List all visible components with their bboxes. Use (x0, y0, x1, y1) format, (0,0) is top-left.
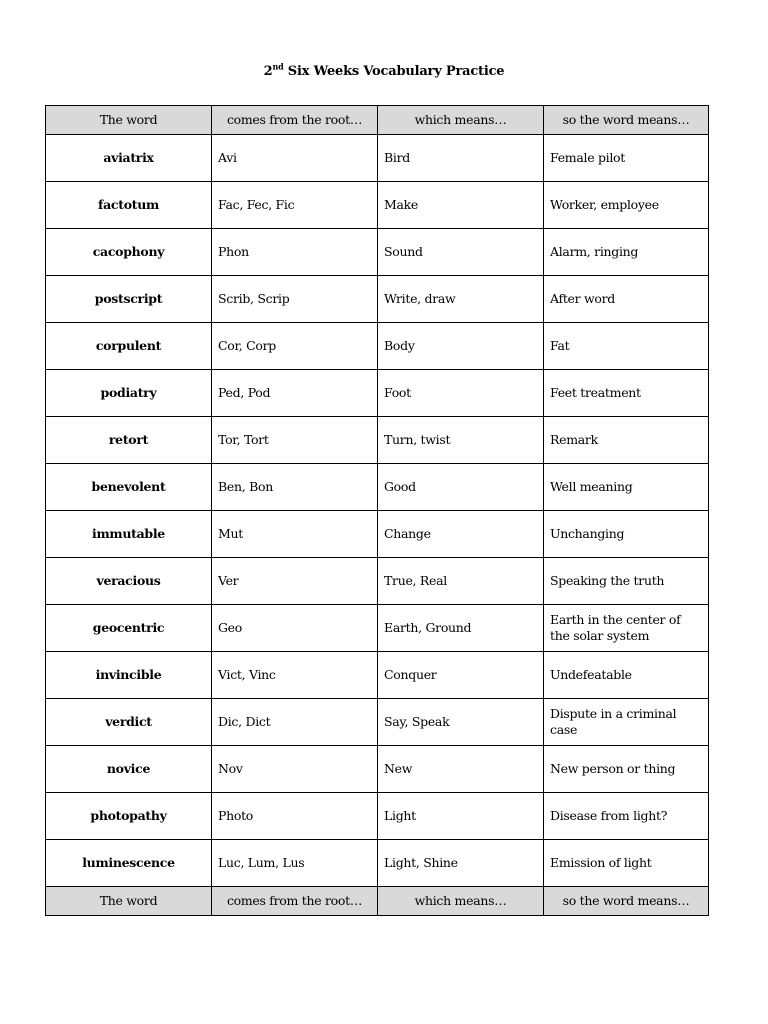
header-word-meaning: so the word means… (544, 106, 709, 135)
cell-word: benevolent (46, 464, 212, 511)
cell-root-meaning: Write, draw (378, 276, 544, 323)
cell-root: Fac, Fec, Fic (212, 182, 378, 229)
cell-word: aviatrix (46, 135, 212, 182)
table-row (46, 558, 709, 605)
cell-word: postscript (46, 276, 212, 323)
cell-root: Ver (212, 558, 378, 605)
table-row (46, 699, 709, 746)
cell-root: Phon (212, 229, 378, 276)
cell-root-meaning: Change (378, 511, 544, 558)
cell-word: photopathy (46, 793, 212, 840)
cell-word: verdict (46, 699, 212, 746)
cell-word-meaning: Alarm, ringing (544, 229, 709, 276)
title-superscript: nd (272, 61, 284, 72)
cell-word: cacophony (46, 229, 212, 276)
cell-root-meaning: Sound (378, 229, 544, 276)
page-title (0, 61, 768, 79)
table-row (46, 370, 709, 417)
header-root-meaning: which means… (378, 106, 544, 135)
cell-word: geocentric (46, 605, 212, 652)
cell-root-meaning: Good (378, 464, 544, 511)
cell-word-meaning: Well meaning (544, 464, 709, 511)
table-row (46, 276, 709, 323)
cell-word-meaning: Undefeatable (544, 652, 709, 699)
cell-word: invincible (46, 652, 212, 699)
table-row (46, 464, 709, 511)
header-word: The word (46, 106, 212, 135)
cell-word-meaning: Fat (544, 323, 709, 370)
table-row (46, 229, 709, 276)
cell-word: retort (46, 417, 212, 464)
cell-word: podiatry (46, 370, 212, 417)
cell-root-meaning: Earth, Ground (378, 605, 544, 652)
table-row (46, 793, 709, 840)
cell-root: Mut (212, 511, 378, 558)
cell-root-meaning: True, Real (378, 558, 544, 605)
cell-word-meaning: Emission of light (544, 840, 709, 887)
cell-root: Vict, Vinc (212, 652, 378, 699)
cell-root-meaning: Bird (378, 135, 544, 182)
cell-root: Tor, Tort (212, 417, 378, 464)
cell-root: Avi (212, 135, 378, 182)
cell-word: factotum (46, 182, 212, 229)
cell-root-meaning: Light, Shine (378, 840, 544, 887)
footer-row (46, 887, 709, 916)
table-row (46, 182, 709, 229)
cell-word-meaning: Disease from light? (544, 793, 709, 840)
table-row (46, 417, 709, 464)
cell-word-meaning: Earth in the center of the solar system (544, 605, 709, 652)
cell-root-meaning: New (378, 746, 544, 793)
footer-word-meaning: so the word means… (544, 887, 709, 916)
title-prefix: 2 (263, 64, 273, 79)
cell-root: Scrib, Scrip (212, 276, 378, 323)
footer-root: comes from the root… (212, 887, 378, 916)
cell-word-meaning: Dispute in a criminal case (544, 699, 709, 746)
cell-word-meaning: Speaking the truth (544, 558, 709, 605)
vocabulary-table (45, 105, 709, 916)
cell-word-meaning: Unchanging (544, 511, 709, 558)
header-row (46, 106, 709, 135)
cell-root: Ben, Bon (212, 464, 378, 511)
cell-word-meaning: Worker, employee (544, 182, 709, 229)
cell-word: novice (46, 746, 212, 793)
cell-root-meaning: Turn, twist (378, 417, 544, 464)
cell-root-meaning: Foot (378, 370, 544, 417)
table-row (46, 746, 709, 793)
cell-word-meaning: New person or thing (544, 746, 709, 793)
cell-word-meaning: Remark (544, 417, 709, 464)
cell-root: Geo (212, 605, 378, 652)
table-row (46, 135, 709, 182)
cell-word: veracious (46, 558, 212, 605)
table-row (46, 605, 709, 652)
table-row (46, 840, 709, 887)
cell-word: corpulent (46, 323, 212, 370)
cell-word-meaning: After word (544, 276, 709, 323)
table-row (46, 511, 709, 558)
cell-word: luminescence (46, 840, 212, 887)
footer-word: The word (46, 887, 212, 916)
cell-root: Photo (212, 793, 378, 840)
cell-root: Ped, Pod (212, 370, 378, 417)
header-root: comes from the root… (212, 106, 378, 135)
table-row (46, 323, 709, 370)
cell-root-meaning: Body (378, 323, 544, 370)
cell-root: Nov (212, 746, 378, 793)
cell-root: Luc, Lum, Lus (212, 840, 378, 887)
title-text: Six Weeks Vocabulary Practice (283, 64, 505, 79)
cell-root-meaning: Say, Speak (378, 699, 544, 746)
cell-word-meaning: Female pilot (544, 135, 709, 182)
table-row (46, 652, 709, 699)
cell-root-meaning: Light (378, 793, 544, 840)
cell-root: Dic, Dict (212, 699, 378, 746)
cell-root: Cor, Corp (212, 323, 378, 370)
cell-word: immutable (46, 511, 212, 558)
footer-root-meaning: which means… (378, 887, 544, 916)
cell-root-meaning: Conquer (378, 652, 544, 699)
cell-root-meaning: Make (378, 182, 544, 229)
cell-word-meaning: Feet treatment (544, 370, 709, 417)
